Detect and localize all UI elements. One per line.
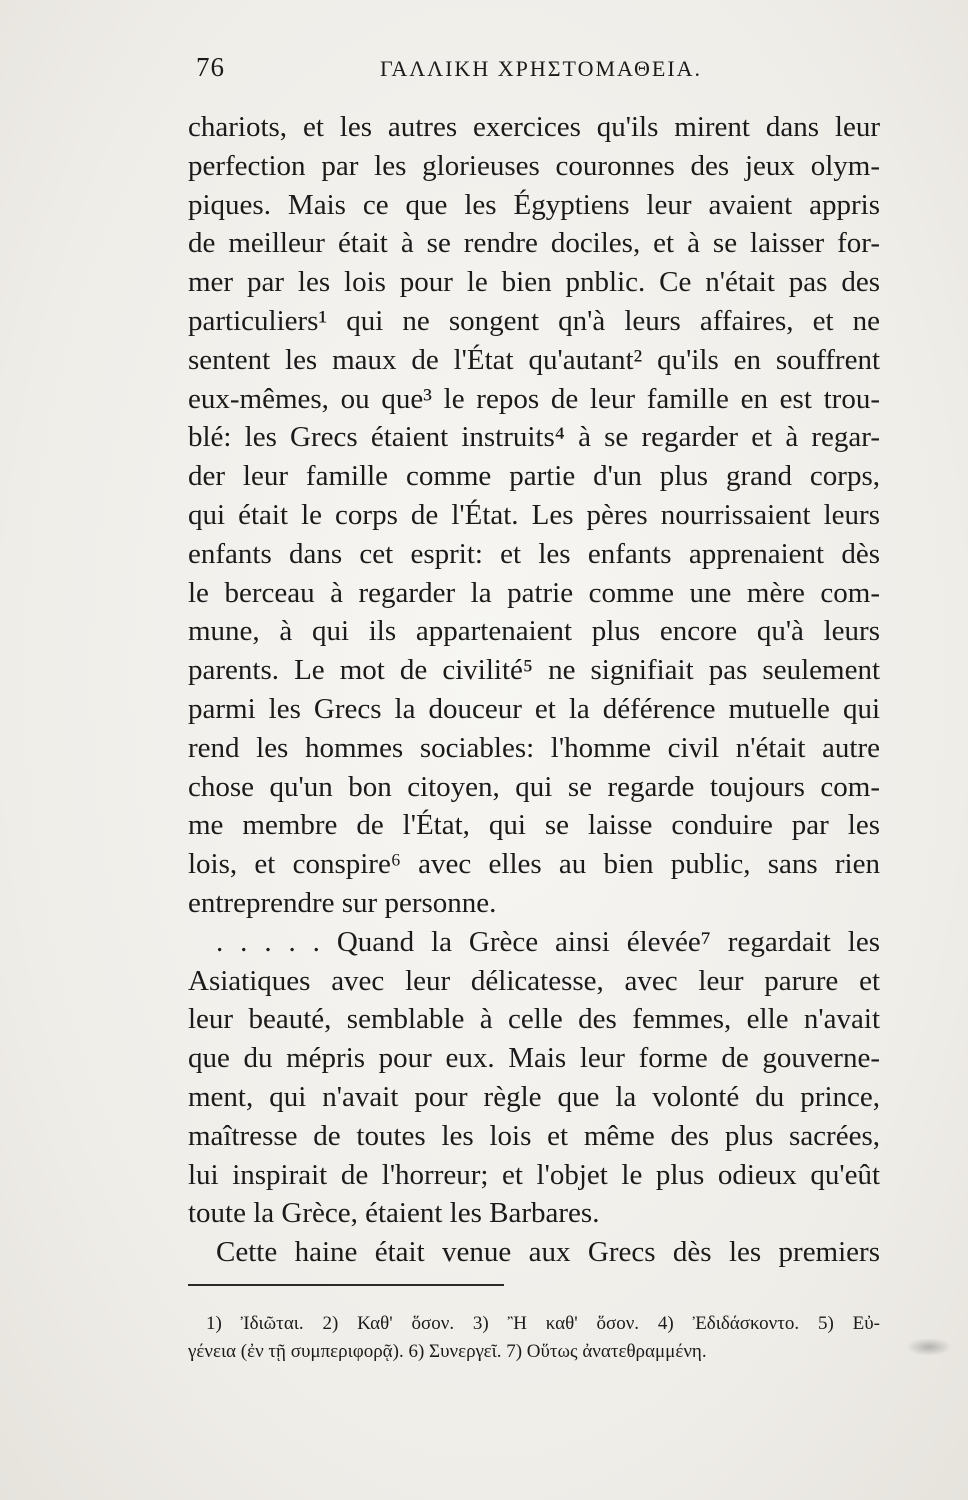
body-text (188, 108, 880, 1272)
text-line: que du mépris pour eux. Mais leur forme de gouverne- (188, 1042, 880, 1075)
text-line: mune, à qui ils appartenaient plus encore qu'à leurs (188, 615, 880, 648)
text-line: mer par les lois pour le bien pnblic. Ce n'était pas des (188, 266, 880, 299)
page-header (196, 52, 886, 92)
text-line: maîtresse de toutes les lois et même des plus sacrées, (188, 1119, 880, 1152)
page-number: 76 (196, 52, 225, 82)
ink-smudge (906, 1338, 952, 1356)
text-line: blé: les Grecs étaient instruits⁴ à se regarder et à regar- (188, 421, 880, 454)
text-line: particuliers¹ qui ne songent qn'à leurs affaires, et ne (188, 304, 880, 337)
text-line: lois, et conspire⁶ avec elles au bien public, sans rien (188, 848, 880, 881)
text-line: ment, qui n'avait pour règle que la volonté du prince, (188, 1080, 880, 1113)
text-line: chose qu'un bon citoyen, qui se regarde toujours com- (188, 770, 880, 803)
footnotes (188, 1310, 880, 1366)
text-line: eux-mêmes, ou que³ le repos de leur famille en est trou- (188, 382, 880, 415)
text-line: perfection par les glorieuses couronnes des jeux olym- (188, 149, 880, 182)
text-line: parents. Le mot de civilité⁵ ne signifiait pas seulement (188, 654, 880, 687)
text-line: parmi les Grecs la douceur et la déférence mutuelle qui (188, 692, 880, 725)
text-line: leur beauté, semblable à celle des femmes, elle n'avait (188, 1003, 880, 1036)
text-line: chariots, et les autres exercices qu'ils mirent dans leur (188, 111, 880, 143)
footnote-line: 1) Ἰδιῶται. 2) Καθ' ὅσον. 3) Ἢ καθ' ὅσον. 4) Ἐδιδάσκοντο. 5) Εὐ- (206, 1313, 880, 1334)
text-line: entreprendre sur personne. (188, 886, 497, 919)
footnote-line: γένεια (ἐν τῇ συμπεριφορᾷ). 6) Συνεργεῖ. 7) Οὕτως ἀνατεθραμμένη. (188, 1341, 707, 1362)
text-line: piques. Mais ce que les Égyptiens leur avaient appris (188, 188, 880, 221)
text-line: lui inspirait de l'horreur; et l'objet le plus odieux qu'eût (188, 1158, 880, 1191)
text-line: . . . . . Quand la Grèce ainsi élevée⁷ regardait les (216, 925, 880, 958)
text-line: rend les hommes sociables: l'homme civil n'était autre (188, 731, 880, 764)
text-line: Asiatiques avec leur délicatesse, avec leur parure et (188, 964, 880, 997)
text-line: Cette haine était venue aux Grecs dès les premiers (216, 1236, 880, 1269)
text-line: qui était le corps de l'État. Les pères nourrissaient leurs (188, 498, 880, 531)
text-line: le berceau à regarder la patrie comme une mère com- (188, 576, 880, 609)
text-line: enfants dans cet esprit: et les enfants apprenaient dès (188, 537, 880, 570)
text-line: toute la Grèce, étaient les Barbares. (188, 1197, 600, 1230)
text-line: der leur famille comme partie d'un plus grand corps, (188, 460, 880, 493)
text-line: sentent les maux de l'État qu'autant² qu'ils en souffrent (188, 343, 880, 376)
text-line: me membre de l'État, qui se laisse conduire par les (188, 809, 880, 842)
footnote-divider (188, 1284, 504, 1286)
text-line: de meilleur était à se rendre dociles, et à se laisser for- (188, 227, 880, 260)
running-title: ΓΑΛΛΙΚΗ ΧΡΗΣΤΟΜΑΘΕΙΑ. (380, 56, 703, 81)
